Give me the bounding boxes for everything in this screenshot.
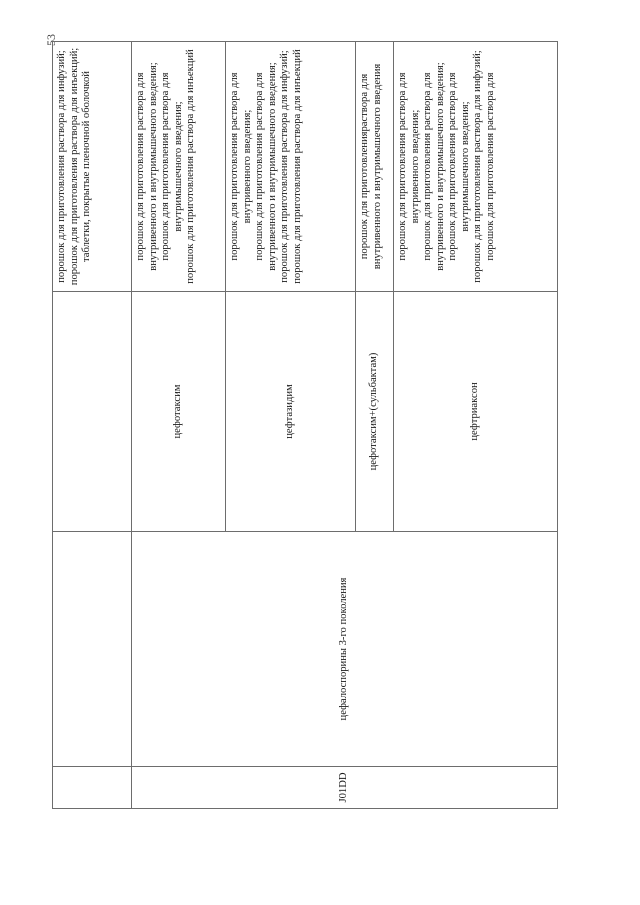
page-number: 53 bbox=[44, 34, 58, 46]
dosage-form: порошок для приготовленияраствора для внутривенного и внутримышечного введения bbox=[359, 63, 383, 270]
dosage-form: порошок для приготовления раствора для инъекций; bbox=[68, 47, 80, 286]
dosage-form: порошок для приготовления раствора для инфузий; bbox=[472, 50, 483, 283]
dosage-forms-cell bbox=[394, 42, 558, 292]
table-row bbox=[53, 42, 132, 809]
dosage-form: порошок для приготовления раствора для внутривенного и внутримышечного введения; bbox=[135, 62, 159, 271]
table-row bbox=[132, 42, 226, 809]
dosage-forms-cell bbox=[356, 42, 394, 292]
dosage-forms-cell bbox=[53, 42, 132, 292]
atc-code-cell: J01DD bbox=[132, 767, 558, 809]
drug-name-cell: цефотаксим+(сульбактам) bbox=[356, 292, 394, 532]
atc-code-cell bbox=[53, 767, 132, 809]
dosage-form: порошок для приготовления раствора для внутривенного и внутримышечного введения; bbox=[254, 62, 278, 271]
dosage-form: порошок для приготовления раствора для внутривенного и внутримышечного введения; bbox=[422, 62, 446, 271]
dosage-form: порошок для приготовления раствора для внутримышечного введения; bbox=[447, 72, 471, 261]
dosage-forms-cell bbox=[226, 42, 356, 292]
group-cell: цефалоспорины 3-го поколения bbox=[132, 532, 558, 767]
dosage-form: порошок для приготовления раствора для инфузий; bbox=[56, 50, 67, 283]
dosage-form: порошок для приготовления раствора для внутривенного введения; bbox=[397, 72, 421, 261]
dosage-form: порошок для приготовления раствора для внутривенного введения; bbox=[229, 72, 253, 261]
dosage-form: таблетки, покрытые пленочной оболочкой bbox=[81, 71, 92, 262]
drug-name-cell: цефтриаксон bbox=[394, 292, 558, 532]
dosage-form: порошок для приготовления раствора для инфузий; bbox=[279, 50, 290, 283]
drug-name-cell: цефтазидим bbox=[226, 292, 356, 532]
drug-name-cell: цефотаксим bbox=[132, 292, 226, 532]
dosage-form: порошок для приготовления раствора для инъекций bbox=[291, 49, 303, 284]
drug-name-cell bbox=[53, 292, 132, 532]
dosage-forms-cell bbox=[132, 42, 226, 292]
dosage-form: порошок для приготовления раствора для bbox=[484, 72, 496, 261]
drug-table bbox=[52, 41, 558, 809]
dosage-form: порошок для приготовления раствора для инъекций bbox=[185, 49, 196, 284]
group-cell bbox=[53, 532, 132, 767]
dosage-form: порошок для приготовления раствора для внутримышечного введения; bbox=[160, 72, 184, 261]
